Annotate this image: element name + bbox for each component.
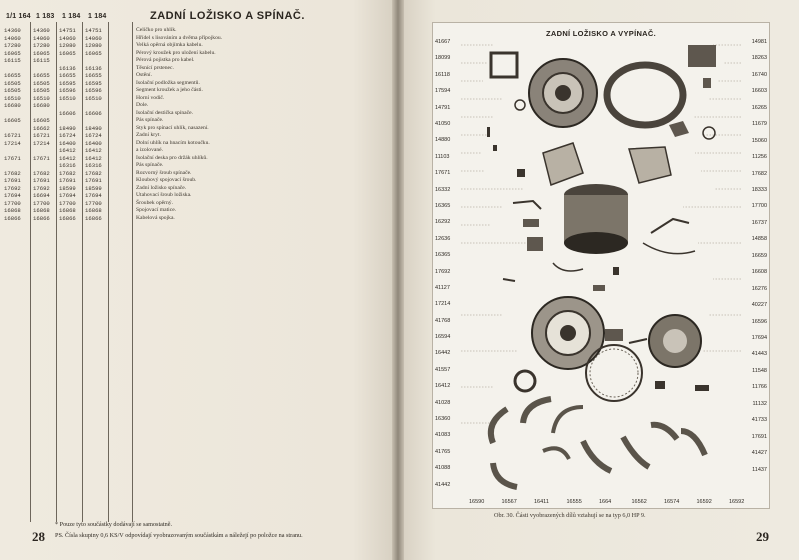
part-number xyxy=(33,110,50,118)
part-number: 17694 xyxy=(4,192,21,200)
callout-number: 41083 xyxy=(435,432,451,439)
page-number: 28 xyxy=(32,529,45,544)
part-number: 17700 xyxy=(85,199,102,207)
column-divider xyxy=(82,22,83,522)
column-header: 1 184 xyxy=(62,13,81,20)
part-number: 16662 xyxy=(33,124,50,132)
part-number: 12080 xyxy=(85,42,102,50)
part-number: 16316 xyxy=(85,162,102,170)
column-divider xyxy=(56,22,57,522)
part-number xyxy=(4,125,21,133)
part-number: 16596 xyxy=(85,87,102,95)
callout-number: 16608 xyxy=(751,269,767,276)
part-number: 16868 xyxy=(33,207,50,215)
part-description: Spojovací matice. xyxy=(136,207,177,214)
part-number: 16115 xyxy=(4,57,21,65)
part-number: 16510 xyxy=(59,94,76,102)
part-description: Ostění. xyxy=(136,72,153,79)
callout-number: 16592 xyxy=(696,499,712,505)
part-number: 17682 xyxy=(85,169,102,177)
callout-number: 16360 xyxy=(435,416,451,423)
column-divider xyxy=(108,22,109,522)
part-description: Pás spínače. xyxy=(136,162,164,169)
callout-number: 14880 xyxy=(435,137,451,144)
callout-number: 17682 xyxy=(751,170,767,177)
callout-number: 16332 xyxy=(435,186,451,193)
part-description: Těsnící prstenec. xyxy=(136,64,174,71)
callout-number: 14981 xyxy=(751,39,767,45)
part-number: 17691 xyxy=(59,177,76,185)
part-number: 16136 xyxy=(85,64,102,72)
callout-number: 16118 xyxy=(435,71,450,78)
callout-number: 18099 xyxy=(435,55,451,62)
part-number: 16065 xyxy=(4,49,21,57)
callout-number: 11766 xyxy=(752,384,767,391)
part-number: 17700 xyxy=(4,199,21,207)
callout-number: 16562 xyxy=(631,499,647,505)
part-number: 16136 xyxy=(59,64,76,72)
part-number: 16721 xyxy=(4,132,21,140)
callout-number: 16365 xyxy=(435,252,451,259)
part-number: 18490 xyxy=(85,124,102,132)
part-number: 16606 xyxy=(59,109,76,117)
part-number xyxy=(59,102,76,110)
footnote: PS. Čísla skupiny 0,6 KS/V odpovídají vyobrazovaným součástkám a náležejí po položce na stranu. xyxy=(55,532,303,539)
callout-number: 16567 xyxy=(501,499,517,505)
part-number: 16412 xyxy=(59,147,76,155)
part-number-column xyxy=(59,27,76,222)
part-number: 14060 xyxy=(33,34,50,42)
part-number: 14060 xyxy=(59,34,76,42)
part-number: 17692 xyxy=(33,184,50,192)
callout-number: 16442 xyxy=(435,350,451,357)
column-divider xyxy=(30,22,31,522)
column-header: 1 184 xyxy=(88,13,107,20)
part-description: Isolační destička spínače. xyxy=(136,109,194,116)
callout-number: 11548 xyxy=(752,367,767,374)
part-number: 12080 xyxy=(59,42,76,50)
callout-number: 41443 xyxy=(751,351,767,358)
callout-number: 16411 xyxy=(534,499,549,505)
callout-number: 1664 xyxy=(599,499,612,505)
callout-number: 18333 xyxy=(751,187,767,193)
figure-caption: Obr. 30. Části vyobrazených dílů vztahují se na typ 6,0 HP 9. xyxy=(494,512,646,519)
callout-number: 40227 xyxy=(751,302,767,309)
part-number: 14751 xyxy=(59,27,76,34)
callout-number: 16603 xyxy=(751,88,767,95)
part-number: 16510 xyxy=(33,94,50,102)
part-number xyxy=(4,65,21,73)
part-description: Dole. xyxy=(136,102,149,109)
part-description: Isolační deska pro držák uhlíků. xyxy=(136,154,208,161)
part-number: 16505 xyxy=(4,79,21,87)
part-number xyxy=(85,102,102,110)
part-number: 16412 xyxy=(85,147,102,155)
callout-number: 11256 xyxy=(752,154,767,161)
callout-number: 41050 xyxy=(435,120,451,127)
part-description: Pérová pojistka pro kabel. xyxy=(136,57,195,64)
part-number: 16510 xyxy=(85,94,102,102)
part-number: 16065 xyxy=(59,49,76,57)
part-number: 16680 xyxy=(33,102,50,110)
part-number: 17682 xyxy=(4,169,21,177)
part-number: 16605 xyxy=(33,117,50,125)
part-number: 16606 xyxy=(85,109,102,117)
part-number: 18490 xyxy=(59,124,76,132)
part-number xyxy=(59,57,76,65)
callout-number: 16596 xyxy=(751,318,767,325)
callout-number: 41667 xyxy=(435,39,451,45)
part-description: Kloubový spojovací šroub. xyxy=(136,177,197,184)
footnote: * Pouze tyto součástky dodávají se samostatně. xyxy=(55,521,173,528)
part-number-column xyxy=(33,27,50,222)
part-description: Pérový kroužek pro uložení kabelu. xyxy=(136,49,216,56)
callout-number: 15060 xyxy=(751,137,767,144)
part-number: 16866 xyxy=(85,214,102,222)
part-number: 17214 xyxy=(33,139,50,147)
part-number xyxy=(59,117,76,125)
part-number: 16596 xyxy=(59,87,76,95)
part-description: Utahovací šroub ložiska. xyxy=(136,192,192,199)
part-number: 16595 xyxy=(85,79,102,87)
callout-number: 16659 xyxy=(751,252,767,259)
callout-number: 41427 xyxy=(751,450,767,457)
part-number: 16400 xyxy=(59,139,76,147)
part-number: 17682 xyxy=(59,169,76,177)
part-number: 16866 xyxy=(33,214,50,222)
part-description: Velká opěrná objímka kabelu. xyxy=(136,42,203,49)
part-number xyxy=(4,147,21,155)
column-divider xyxy=(132,22,133,522)
part-number: 16505 xyxy=(4,87,21,95)
callout-number: 41127 xyxy=(435,284,450,291)
callout-number: 17214 xyxy=(435,301,451,308)
part-number: 17214 xyxy=(4,139,21,147)
part-number: 17691 xyxy=(33,177,50,185)
right-page xyxy=(404,0,799,560)
callout-number: 16412 xyxy=(435,383,451,390)
part-number: 16115 xyxy=(33,57,50,65)
part-number: 14060 xyxy=(4,34,21,42)
part-number: 16724 xyxy=(85,132,102,140)
part-number: 16724 xyxy=(59,132,76,140)
part-description: Dolní uhlík na hnacím kotoučku. xyxy=(136,139,210,146)
part-description: Segment kroužek a jeho části. xyxy=(136,87,203,94)
part-description: Čelíčko pro uhlík. xyxy=(136,27,177,33)
page-number: 29 xyxy=(756,529,769,544)
callout-number: 11679 xyxy=(752,121,767,128)
part-description: Isolační podložka segmentů. xyxy=(136,79,200,86)
parts-photograph xyxy=(432,22,770,509)
part-number: 16655 xyxy=(59,72,76,80)
part-number xyxy=(4,162,21,170)
part-number: 16510 xyxy=(4,94,21,102)
callout-number: 17671 xyxy=(435,170,451,177)
callout-number: 12636 xyxy=(435,235,451,242)
part-number: 17694 xyxy=(85,192,102,200)
part-number: 14751 xyxy=(85,27,102,34)
part-number: 17682 xyxy=(33,169,50,177)
part-number: 16316 xyxy=(59,162,76,170)
part-number: 16412 xyxy=(59,154,76,162)
callout-number: 17694 xyxy=(751,335,767,341)
part-description-list xyxy=(136,27,386,222)
callout-number: 17594 xyxy=(435,88,451,95)
callout-number: 16740 xyxy=(751,71,767,78)
part-number: 16595 xyxy=(59,79,76,87)
part-number: 16868 xyxy=(59,207,76,215)
callout-number: 18263 xyxy=(751,55,767,62)
part-number: 18599 xyxy=(85,184,102,192)
callout-number: 11437 xyxy=(752,466,767,473)
part-description: Zadní kryt. xyxy=(136,132,161,139)
part-number: 16412 xyxy=(85,154,102,162)
part-description: Hřídel s lisováním a dvěma přípojkou. xyxy=(136,34,223,41)
part-number xyxy=(85,117,102,125)
part-description: Styk pro spínací uhlík, nasazení. xyxy=(136,124,209,131)
part-number: 17692 xyxy=(4,184,21,192)
part-number-column xyxy=(4,27,21,222)
callout-number: 41733 xyxy=(751,417,767,424)
callout-number: 11103 xyxy=(435,153,450,160)
callout-number: 16276 xyxy=(751,285,767,292)
part-description: Šroubek opěrný. xyxy=(136,199,173,206)
callout-number: 11132 xyxy=(752,400,767,407)
callout-number: 16265 xyxy=(751,104,767,111)
part-number xyxy=(85,57,102,65)
callout-number: 16592 xyxy=(729,499,745,505)
part-number: 14060 xyxy=(85,34,102,42)
part-number xyxy=(4,110,21,118)
callout-number: 41088 xyxy=(435,465,451,472)
part-number: 17671 xyxy=(33,154,50,162)
callout-number: 41028 xyxy=(435,399,451,406)
callout-number: 14858 xyxy=(751,236,767,243)
part-number: 16655 xyxy=(85,72,102,80)
part-number: 18599 xyxy=(59,184,76,192)
part-number: 16866 xyxy=(59,214,76,222)
part-number: 17280 xyxy=(33,42,50,50)
callout-number: 16555 xyxy=(566,499,582,505)
part-number: 14360 xyxy=(33,27,50,34)
callout-number: 16574 xyxy=(664,499,680,505)
part-number: 17700 xyxy=(59,199,76,207)
part-number: 16655 xyxy=(33,72,50,80)
part-number-column xyxy=(85,27,102,222)
callout-number: 16594 xyxy=(435,334,451,341)
callout-number: 41768 xyxy=(435,317,451,324)
callout-number: 17691 xyxy=(751,433,767,440)
part-number: 17691 xyxy=(85,177,102,185)
part-number: 16065 xyxy=(85,49,102,57)
part-description: a izolované. xyxy=(136,147,164,154)
callout-number: 41442 xyxy=(435,481,451,488)
part-number: 17671 xyxy=(4,154,21,162)
part-number: 16655 xyxy=(4,72,21,80)
callout-number: 16292 xyxy=(435,219,451,226)
part-number: 16866 xyxy=(4,214,21,222)
callout-number: 16590 xyxy=(469,499,485,505)
callout-number: 16365 xyxy=(435,202,451,209)
callout-number: 41765 xyxy=(435,448,451,455)
callout-number: 17692 xyxy=(435,268,451,275)
part-number: 17691 xyxy=(4,177,21,185)
left-page xyxy=(0,0,392,560)
part-number xyxy=(33,162,50,170)
part-description: Rozvorný šroub spínače. xyxy=(136,169,192,176)
part-number: 16694 xyxy=(33,192,50,200)
callout-number: 16737 xyxy=(751,219,767,226)
part-description: Pás spínače. xyxy=(136,117,164,124)
callout-number: 17700 xyxy=(751,203,767,210)
part-number: 16505 xyxy=(33,79,50,87)
page-title: ZADNÍ LOŽISKO A SPÍNAČ. xyxy=(150,10,305,22)
part-number: 16505 xyxy=(33,87,50,95)
part-number: 16400 xyxy=(85,139,102,147)
parts-illustration xyxy=(433,23,769,508)
part-description: Horní vodič. xyxy=(136,94,165,101)
part-description: Kabelová spojka. xyxy=(136,214,175,221)
part-number xyxy=(33,147,50,155)
part-number: 14360 xyxy=(4,27,21,34)
book-gutter xyxy=(392,0,404,560)
part-number: 16868 xyxy=(85,207,102,215)
part-number: 17280 xyxy=(4,42,21,50)
callout-number: 14791 xyxy=(435,104,451,111)
callout-number: 41557 xyxy=(435,366,451,373)
part-number: 17700 xyxy=(33,199,50,207)
column-header: 1/1 164 xyxy=(6,13,31,20)
part-number: 16680 xyxy=(4,102,21,110)
column-header: 1 183 xyxy=(36,13,55,20)
part-number: 16721 xyxy=(33,132,50,140)
part-number: 16065 xyxy=(33,49,50,57)
part-number xyxy=(33,65,50,73)
part-number: 17694 xyxy=(59,192,76,200)
part-number: 16868 xyxy=(4,207,21,215)
photo-title: ZADNÍ LOŽISKO A VYPÍNAČ. xyxy=(546,29,656,38)
part-number: 16605 xyxy=(4,117,21,125)
part-description: Zadní ložisko spínače. xyxy=(136,184,187,191)
